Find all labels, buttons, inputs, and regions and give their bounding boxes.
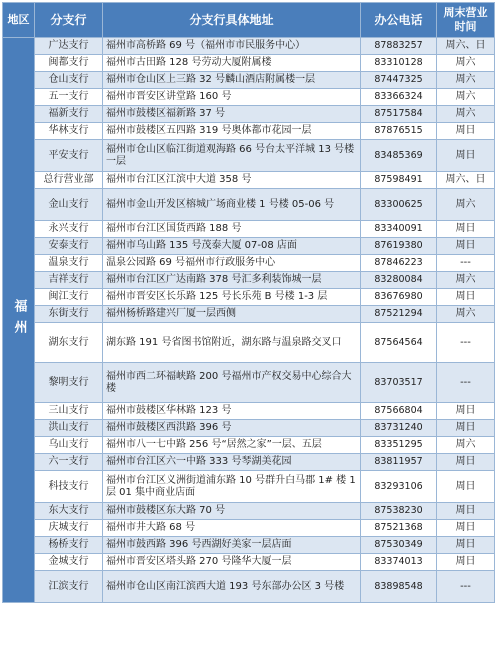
table-row — [3, 306, 495, 323]
weekend-hours: 周日 — [437, 503, 495, 520]
office-phone: 83280084 — [361, 272, 437, 289]
weekend-hours: 周日 — [437, 454, 495, 471]
table-row — [3, 221, 495, 238]
weekend-hours: --- — [437, 323, 495, 363]
branch-name: 洪山支行 — [35, 420, 103, 437]
table-row — [3, 272, 495, 289]
weekend-hours: 周六、日 — [437, 172, 495, 189]
table-row — [3, 106, 495, 123]
branch-table — [2, 2, 495, 603]
office-phone: 83366324 — [361, 89, 437, 106]
branch-name: 杨桥支行 — [35, 537, 103, 554]
weekend-hours: --- — [437, 363, 495, 403]
weekend-hours: --- — [437, 255, 495, 272]
weekend-hours: 周日 — [437, 403, 495, 420]
branch-name: 闽都支行 — [35, 55, 103, 72]
table-row — [3, 140, 495, 172]
table-row — [3, 503, 495, 520]
table-row — [3, 323, 495, 363]
table-row — [3, 89, 495, 106]
office-phone: 87564564 — [361, 323, 437, 363]
branch-name: 六一支行 — [35, 454, 103, 471]
office-phone: 83293106 — [361, 471, 437, 503]
branch-address: 福州杨桥路建兴厂厦一层西侧 — [103, 306, 361, 323]
branch-name: 福新支行 — [35, 106, 103, 123]
office-phone: 87530349 — [361, 537, 437, 554]
office-phone: 87521294 — [361, 306, 437, 323]
branch-name: 湖东支行 — [35, 323, 103, 363]
branch-name: 黎明支行 — [35, 363, 103, 403]
office-phone: 87846223 — [361, 255, 437, 272]
table-row — [3, 437, 495, 454]
branch-address: 福州市仓山区南江滨西大道 193 号东部办公区 3 号楼 — [103, 571, 361, 603]
branch-address: 福州市台江区江滨中大道 358 号 — [103, 172, 361, 189]
branch-name: 温泉支行 — [35, 255, 103, 272]
branch-address: 福州市仓山区临江街道观海路 66 号台太平洋城 13 号楼一层 — [103, 140, 361, 172]
weekend-hours: 周六 — [437, 106, 495, 123]
office-phone: 83485369 — [361, 140, 437, 172]
office-phone: 87517584 — [361, 106, 437, 123]
office-phone: 83811957 — [361, 454, 437, 471]
branch-name: 三山支行 — [35, 403, 103, 420]
weekend-hours: 周日 — [437, 420, 495, 437]
table-row — [3, 454, 495, 471]
table-row — [3, 363, 495, 403]
branch-name: 平安支行 — [35, 140, 103, 172]
office-phone: 83310128 — [361, 55, 437, 72]
office-phone: 83676980 — [361, 289, 437, 306]
branch-name: 江滨支行 — [35, 571, 103, 603]
office-phone: 87619380 — [361, 238, 437, 255]
branch-address: 福州市晋安区长乐路 125 号长乐苑 B 号楼 1-3 层 — [103, 289, 361, 306]
header-row — [3, 3, 495, 38]
branch-address: 福州市台江区国货西路 188 号 — [103, 221, 361, 238]
weekend-hours: 周日 — [437, 520, 495, 537]
weekend-hours: 周日 — [437, 140, 495, 172]
office-phone: 87521368 — [361, 520, 437, 537]
branch-address: 福州市鼓楼区西洪路 396 号 — [103, 420, 361, 437]
header-address: 分支行具体地址 — [103, 3, 361, 38]
table-body — [3, 38, 495, 603]
weekend-hours: 周六 — [437, 306, 495, 323]
weekend-hours: 周日 — [437, 289, 495, 306]
branch-address: 福州市金山开发区榕城广场商业楼 1 号楼 05-06 号 — [103, 189, 361, 221]
office-phone: 87566804 — [361, 403, 437, 420]
branch-name: 安泰支行 — [35, 238, 103, 255]
branch-address: 福州市八一七中路 256 号“居然之家”一层、五层 — [103, 437, 361, 454]
header-phone: 办公电话 — [361, 3, 437, 38]
branch-address: 福州市高桥路 69 号（福州市市民服务中心） — [103, 38, 361, 55]
office-phone: 83300625 — [361, 189, 437, 221]
branch-address: 福州市西二环福峡路 200 号福州市产权交易中心综合大楼 — [103, 363, 361, 403]
branch-address: 福州市鼓楼区福新路 37 号 — [103, 106, 361, 123]
branch-address: 福州市台江区广达南路 378 号汇多利装饰城一层 — [103, 272, 361, 289]
branch-address: 福州市仓山区上三路 32 号麟山酒店附属楼一层 — [103, 72, 361, 89]
branch-name: 庆城支行 — [35, 520, 103, 537]
branch-name: 金城支行 — [35, 554, 103, 571]
table-row — [3, 255, 495, 272]
table-row — [3, 571, 495, 603]
branch-name: 乌山支行 — [35, 437, 103, 454]
branch-address: 福州市鼓楼区东大路 70 号 — [103, 503, 361, 520]
office-phone: 87447325 — [361, 72, 437, 89]
table-row — [3, 238, 495, 255]
office-phone: 83898548 — [361, 571, 437, 603]
branch-name: 科技支行 — [35, 471, 103, 503]
branch-address: 福州市晋安区塔头路 270 号隆华大厦一层 — [103, 554, 361, 571]
weekend-hours: 周日 — [437, 471, 495, 503]
office-phone: 87598491 — [361, 172, 437, 189]
table-row — [3, 55, 495, 72]
office-phone: 83703517 — [361, 363, 437, 403]
weekend-hours: 周日 — [437, 238, 495, 255]
office-phone: 83351295 — [361, 437, 437, 454]
branch-name: 总行营业部 — [35, 172, 103, 189]
branch-address: 温泉公园路 69 号福州市行政服务中心 — [103, 255, 361, 272]
table-row — [3, 123, 495, 140]
branch-address: 福州市鼓楼区五四路 319 号奥体都市花园一层 — [103, 123, 361, 140]
branch-name: 东街支行 — [35, 306, 103, 323]
header-region: 地区 — [3, 3, 35, 38]
weekend-hours: --- — [437, 571, 495, 603]
table-row — [3, 403, 495, 420]
branch-address: 福州市台江区六一中路 333 号琴湖美花园 — [103, 454, 361, 471]
branch-name: 五一支行 — [35, 89, 103, 106]
table-row — [3, 38, 495, 55]
office-phone: 87883257 — [361, 38, 437, 55]
table-row — [3, 554, 495, 571]
branch-name: 广达支行 — [35, 38, 103, 55]
table-row — [3, 189, 495, 221]
office-phone: 87538230 — [361, 503, 437, 520]
weekend-hours: 周六 — [437, 189, 495, 221]
branch-name: 金山支行 — [35, 189, 103, 221]
weekend-hours: 周六、日 — [437, 38, 495, 55]
weekend-hours: 周日 — [437, 123, 495, 140]
weekend-hours: 周六 — [437, 272, 495, 289]
office-phone: 83340091 — [361, 221, 437, 238]
branch-address: 福州市晋安区讲堂路 160 号 — [103, 89, 361, 106]
branch-name: 永兴支行 — [35, 221, 103, 238]
weekend-hours: 周六 — [437, 437, 495, 454]
branch-address: 湖东路 191 号省图书馆附近，湖东路与温泉路交叉口 — [103, 323, 361, 363]
weekend-hours: 周六 — [437, 72, 495, 89]
branch-address: 福州市古田路 128 号劳动大厦附属楼 — [103, 55, 361, 72]
weekend-hours: 周日 — [437, 554, 495, 571]
table-row — [3, 172, 495, 189]
weekend-hours: 周日 — [437, 537, 495, 554]
table-row — [3, 537, 495, 554]
region-cell: 福州 — [3, 38, 35, 603]
office-phone: 83731240 — [361, 420, 437, 437]
branch-name: 华林支行 — [35, 123, 103, 140]
branch-address: 福州市鼓西路 396 号西湖好美家一层店面 — [103, 537, 361, 554]
branch-address: 福州市鼓楼区华林路 123 号 — [103, 403, 361, 420]
branch-name: 闽江支行 — [35, 289, 103, 306]
weekend-hours: 周六 — [437, 55, 495, 72]
table-row — [3, 289, 495, 306]
office-phone: 83374013 — [361, 554, 437, 571]
weekend-hours: 周六 — [437, 89, 495, 106]
table-row — [3, 72, 495, 89]
branch-name: 吉祥支行 — [35, 272, 103, 289]
branch-address: 福州市乌山路 135 号茂泰大厦 07-08 店面 — [103, 238, 361, 255]
branch-address: 福州市台江区义洲街道浦东路 10 号群升白马郡 1# 楼 1 层 01 集中商业店面 — [103, 471, 361, 503]
header-branch: 分支行 — [35, 3, 103, 38]
branch-address: 福州市井大路 68 号 — [103, 520, 361, 537]
header-weekend-hours: 周末营业时间 — [437, 3, 495, 38]
weekend-hours: 周日 — [437, 221, 495, 238]
branch-name: 仓山支行 — [35, 72, 103, 89]
table-row — [3, 471, 495, 503]
table-row — [3, 520, 495, 537]
branch-name: 东大支行 — [35, 503, 103, 520]
office-phone: 87876515 — [361, 123, 437, 140]
table-row — [3, 420, 495, 437]
